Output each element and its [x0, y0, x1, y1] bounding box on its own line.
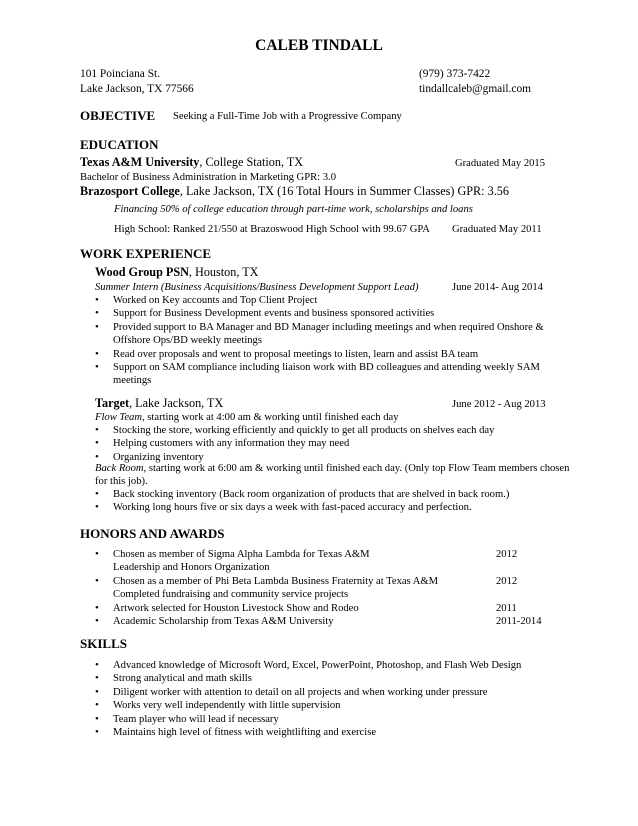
flow-team-role: Flow Team: [95, 412, 142, 423]
objective-text: Seeking a Full-Time Job with a Progressive Company: [173, 111, 402, 122]
honor-year: 2012: [496, 575, 518, 587]
list-item: • Organizing inventory: [93, 451, 494, 464]
education-heading: EDUCATION: [80, 137, 159, 152]
list-item: • Maintains high level of fitness with weightlifting and exercise: [93, 726, 521, 739]
list-item: • Read over proposals and went to proposal meetings to listen, learn and assist BA team: [93, 348, 544, 361]
target-name: Target: [95, 396, 130, 410]
list-item: • Worked on Key accounts and Top Client Project: [93, 294, 544, 307]
target-location: , Lake Jackson, TX: [129, 396, 224, 410]
back-room-role: Back Room: [95, 463, 144, 474]
brazosport-school-name: Brazosport College: [80, 184, 180, 198]
address-line-1: 101 Poinciana St.: [80, 68, 161, 80]
list-item: • Stocking the store, working efficiently and quickly to get all products on shelves each day: [93, 424, 494, 437]
list-item: • Support for Business Development events and business sponsored activities: [93, 307, 544, 320]
work-experience-heading: WORK EXPERIENCE: [80, 246, 212, 261]
tamu-location: , College Station, TX: [199, 155, 304, 169]
list-item: • Diligent worker with attention to detail on all projects and when working under pressure: [93, 686, 521, 699]
tamu-degree: Bachelor of Business Administration in Marketing GPR: 3.0: [80, 172, 336, 183]
list-item: • Back stocking inventory (Back room organization of products that are shelved in back room.): [93, 488, 509, 501]
honors-heading: HONORS AND AWARDS: [80, 526, 225, 541]
list-item: • Helping customers with any information they may need: [93, 437, 494, 450]
tamu-school-name: Texas A&M University: [80, 155, 200, 169]
wood-group-employer: [95, 265, 258, 280]
high-school-info: High School: Ranked 21/550 at Brazoswood High School with 99.67 GPA: [114, 224, 430, 235]
list-item: • Support on SAM compliance including liaison work with BD colleagues and attending weekly SAM meetings: [93, 361, 544, 388]
wood-group-location: , Houston, TX: [188, 265, 259, 279]
phone-number: (979) 373-7422: [419, 68, 491, 80]
back-room-duties: [93, 488, 509, 515]
list-item: • Team player who will lead if necessary: [93, 713, 521, 726]
tamu-graduation-date: Graduated May 2015: [455, 158, 546, 169]
back-room-desc-cont: for this job).: [95, 476, 148, 487]
list-item: • Advanced knowledge of Microsoft Word, Excel, PowerPoint, Photoshop, and Flash Web Design: [93, 659, 521, 672]
wood-group-duties: [93, 294, 544, 388]
list-item: • Chosen as a member of Phi Beta Lambda Business Fraternity at Texas A&M Completed fundraising and community service projects 2012: [93, 575, 553, 602]
brazosport-line: [80, 184, 509, 199]
target-dates: June 2012 - Aug 2013: [452, 399, 546, 410]
honors-list: [93, 548, 553, 628]
list-item: • Chosen as member of Sigma Alpha Lambda for Texas A&M Leadership and Honors Organization 2012: [93, 548, 553, 575]
candidate-name: CALEB TINDALL: [255, 37, 383, 54]
financing-note: Financing 50% of college education through part-time work, scholarships and loans: [114, 204, 473, 215]
skills-heading: SKILLS: [80, 636, 127, 651]
list-item: • Artwork selected for Houston Livestock Show and Rodeo 2011: [93, 602, 553, 615]
tamu-line: [80, 155, 303, 170]
target-back-room-line: [95, 462, 569, 475]
list-item: • Works very well independently with little supervision: [93, 699, 521, 712]
honor-year: 2011: [496, 602, 517, 614]
flow-team-duties: [93, 424, 494, 464]
wood-group-name: Wood Group PSN: [95, 265, 189, 279]
honor-year: 2011-2014: [496, 616, 542, 628]
flow-team-desc: , starting work at 4:00 am & working until finished each day: [142, 412, 399, 423]
address-line-2: Lake Jackson, TX 77566: [80, 83, 194, 95]
back-room-desc: , starting work at 6:00 am & working until finished each day. (Only top Flow Team members chosen: [143, 463, 570, 474]
wood-group-dates: June 2014- Aug 2014: [452, 282, 543, 293]
email-address: tindallcaleb@gmail.com: [419, 83, 532, 95]
target-flow-team-line: [95, 411, 399, 424]
target-employer: [95, 396, 223, 411]
list-item: • Provided support to BA Manager and BD Manager including meetings and when required Onshore & Offshore Ops/BD weekly meetings: [93, 321, 544, 348]
wood-group-role: Summer Intern (Business Acquisitions/Business Development Support Lead): [95, 282, 419, 293]
objective-heading: OBJECTIVE: [80, 108, 156, 123]
list-item: • Academic Scholarship from Texas A&M University 2011-2014: [93, 615, 553, 628]
high-school-date: Graduated May 2011: [452, 224, 542, 235]
brazosport-detail: , Lake Jackson, TX (16 Total Hours in Summer Classes) GPR: 3.56: [179, 184, 509, 198]
skills-list: [93, 659, 521, 739]
list-item: • Working long hours five or six days a week with fast-paced accuracy and perfection.: [93, 501, 509, 514]
honor-year: 2012: [496, 549, 518, 560]
list-item: • Strong analytical and math skills: [93, 672, 521, 685]
